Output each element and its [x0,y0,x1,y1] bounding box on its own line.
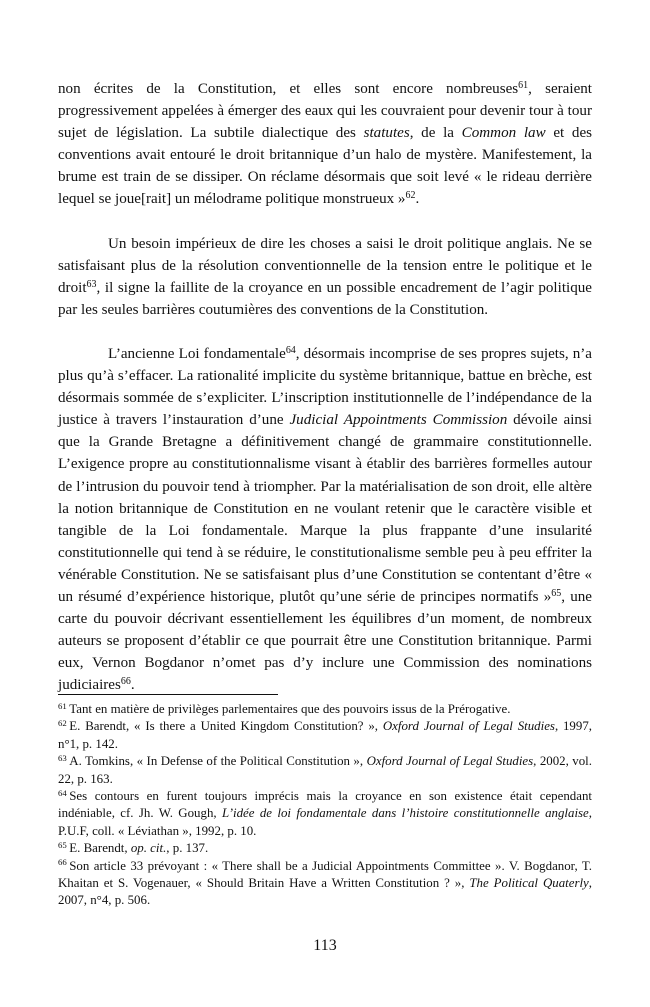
footnote-reference-62[interactable]: 62 [405,190,416,202]
footnote-61: $^{61}$ Tant en matière de privilèges parlementaires que des pouvoirs issus de la Prérogative. [58,700,511,716]
paragraph-gap [58,321,592,343]
footnote-marker-66: 66 [58,857,67,868]
page-body [58,78,592,696]
paragraph-gap [58,211,592,233]
footnote-reference-66[interactable]: 66 [120,676,131,688]
footnote-reference-65[interactable]: 65 [551,587,562,599]
footnote-list [58,701,592,910]
page-number: 113 [313,937,337,954]
italic-run: Judicial Appointments Commission [289,412,508,429]
footnote-65: $^{65}$ E. Barendt, op. cit., p. 137. [58,839,209,856]
italic-run: The Political Quaterly [469,876,589,891]
footnote-64: $^{64}$ Ses contours en furent toujours imprécis mais la croyance en son existence était cependant indéniable, cf. Jh. W. Gough, L’idée de loi fondamentale dans l’histoire constitutionnelle anglaise, P.U.F, coll. « Léviathan », 1992, p. 10. [58,787,592,838]
footnote-reference-64[interactable]: 64 [285,344,296,356]
footnote-reference-63[interactable]: 63 [86,278,97,290]
footnote-separator-rule [58,694,278,695]
italic-run: L’idée de loi fondamentale dans l’histoire constitutionnelle anglaise [222,806,589,821]
footnote-marker-63: 63 [58,752,67,763]
footnote-block [58,694,592,910]
body-paragraph-p1: non écrites de la Constitution, et elles sont encore nombreuses$^{61}$, seraient progressivement appelées à émerger des eaux qui les couvraient pour devenir tour à tour sujet de législation. La subtile dialectique des statutes, de la Common law et des conventions avait entouré le droit britannique d’un halo de mystère. Manifestement, la brume est train de se dissiper. On réclame désormais que soit levé « le rideau derrière lequel se joue[rait] un mélodrame politique monstrueux »$^{62}$. [58,79,593,208]
body-paragraph-p3: L’ancienne Loi fondamentale$^{64}$, désormais incomprise de ses propres sujets, n’a plus qu’à s’effacer. La rationalité implicite du système britannique, battue en brèche, est désormais sommée de s’expliciter. L’inscription institutionnelle de l’indépendance de la justice à travers l’instauration d’une Judicial Appointments Commission dévoile ainsi que la Grande Bretagne a définitivement changé de grammaire constitutionnelle. L’exigence propre au constitutionnalisme visant à établir des barrières formelles autour de l’intrusion du pouvoir tend à triompher. Par la matérialisation de son droit, elle altère la notion britannique de Constitution en ne voulant retenir que le caractère visible et tangible de la Loi fondamentale. Marque la plus frappante d’une insularité constitutionnelle qui tend à se réduire, le constitutionalisme semble peu à peu effriter la vénérable Constitution. Ne se satisfaisant plus d’une Constitution se contentant d’être « un résumé d’expérience historique, plutôt qu’une série de principes normatifs »$^{65}$, une carte du pouvoir décrivant essentiellement les équilibres d’un moment, de nombreux auteurs se proposent d’établir ce que pourrait être une Constitution britannique. Parmi eux, Vernon Bogdanor n’omet pas d’y inclure une Commission des nominations judiciaires$^{66}$. [58,344,593,694]
footnote-reference-61[interactable]: 61 [518,79,529,91]
footnote-marker-61: 61 [58,700,67,711]
italic-run: op. cit. [130,841,167,856]
footnote-marker-62: 62 [58,718,67,729]
footnote-marker-65: 65 [58,839,67,850]
footnote-63: $^{63}$ A. Tomkins, « In Defense of the Political Constitution », Oxford Journal of Legal Studies, 2002, vol. 22, p. 163. [58,752,592,786]
footnote-62: $^{62}$ E. Barendt, « Is there a United Kingdom Constitution? », Oxford Journal of Legal Studies, 1997, n°1, p. 142. [58,718,592,751]
body-text-block [58,78,592,696]
italic-run: statutes [363,125,410,142]
body-paragraph-p2: Un besoin impérieux de dire les choses a saisi le droit politique anglais. Ne se satisfaisant plus de la résolution conventionnelle de la tension entre le politique et le droit$^{63}$, il signe la faillite de la croyance en un possible encadrement de l’agir politique par les seules barrières coutumières des conventions de la Constitution. [58,235,592,318]
italic-run: Oxford Journal of Legal Studies [382,719,555,734]
italic-run: Common law [461,125,546,142]
italic-run: Oxford Journal of Legal Studies [366,754,534,769]
footnote-66: $^{66}$ Son article 33 prévoyant : « There shall be a Judicial Appointments Committee ». V. Bogdanor, T. Khaitan et S. Vogenauer, « Should Britain Have a Written Constitution ? », The Political Quaterly, 2007, n°4, p. 506. [58,857,592,908]
footnote-marker-64: 64 [58,787,67,798]
